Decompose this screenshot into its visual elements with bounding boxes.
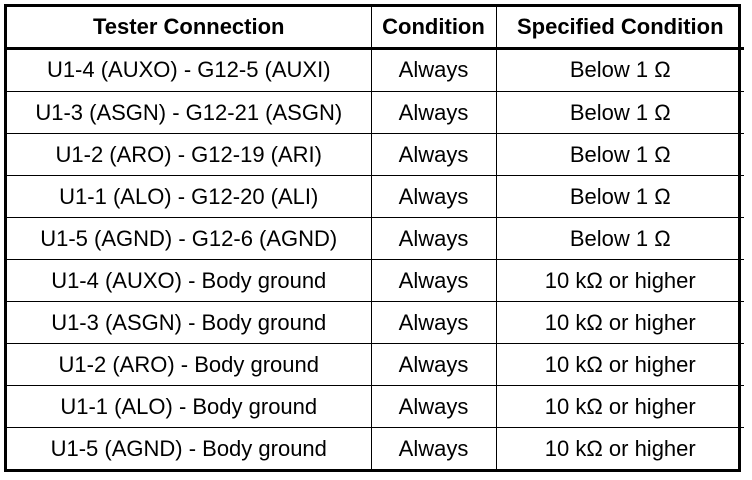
- cell-specified-condition: Below 1 Ω: [496, 92, 744, 134]
- cell-tester-connection: U1-5 (AGND) - G12-6 (AGND): [7, 218, 371, 260]
- cell-tester-connection: U1-3 (ASGN) - G12-21 (ASGN): [7, 92, 371, 134]
- cell-specified-condition: Below 1 Ω: [496, 48, 744, 92]
- table-row: [7, 92, 744, 134]
- header-condition: Condition: [371, 7, 496, 48]
- cell-tester-connection: U1-5 (AGND) - Body ground: [7, 428, 371, 469]
- cell-condition: Always: [371, 302, 496, 344]
- cell-condition: Always: [371, 134, 496, 176]
- cell-tester-connection: U1-3 (ASGN) - Body ground: [7, 302, 371, 344]
- cell-specified-condition: 10 kΩ or higher: [496, 302, 744, 344]
- table-row: [7, 302, 744, 344]
- header-specified-condition: Specified Condition: [496, 7, 744, 48]
- table-row: [7, 48, 744, 92]
- cell-tester-connection: U1-4 (AUXO) - G12-5 (AUXI): [7, 48, 371, 92]
- tester-connection-table: [7, 7, 744, 469]
- table-row: [7, 344, 744, 386]
- cell-specified-condition: Below 1 Ω: [496, 176, 744, 218]
- cell-condition: Always: [371, 48, 496, 92]
- cell-specified-condition: 10 kΩ or higher: [496, 386, 744, 428]
- cell-condition: Always: [371, 176, 496, 218]
- cell-condition: Always: [371, 260, 496, 302]
- table-header-row: [7, 7, 744, 48]
- table-row: [7, 176, 744, 218]
- cell-specified-condition: Below 1 Ω: [496, 218, 744, 260]
- cell-condition: Always: [371, 92, 496, 134]
- cell-specified-condition: 10 kΩ or higher: [496, 428, 744, 469]
- cell-condition: Always: [371, 386, 496, 428]
- cell-condition: Always: [371, 428, 496, 469]
- cell-specified-condition: 10 kΩ or higher: [496, 344, 744, 386]
- table-row: [7, 218, 744, 260]
- cell-tester-connection: U1-2 (ARO) - G12-19 (ARI): [7, 134, 371, 176]
- cell-tester-connection: U1-1 (ALO) - G12-20 (ALI): [7, 176, 371, 218]
- header-tester-connection: Tester Connection: [7, 7, 371, 48]
- cell-tester-connection: U1-4 (AUXO) - Body ground: [7, 260, 371, 302]
- table-row: [7, 134, 744, 176]
- cell-tester-connection: U1-2 (ARO) - Body ground: [7, 344, 371, 386]
- table-row: [7, 386, 744, 428]
- table-row: [7, 428, 744, 469]
- cell-specified-condition: Below 1 Ω: [496, 134, 744, 176]
- cell-condition: Always: [371, 218, 496, 260]
- cell-specified-condition: 10 kΩ or higher: [496, 260, 744, 302]
- table-row: [7, 260, 744, 302]
- cell-condition: Always: [371, 344, 496, 386]
- tester-connection-table-frame: [4, 4, 741, 472]
- cell-tester-connection: U1-1 (ALO) - Body ground: [7, 386, 371, 428]
